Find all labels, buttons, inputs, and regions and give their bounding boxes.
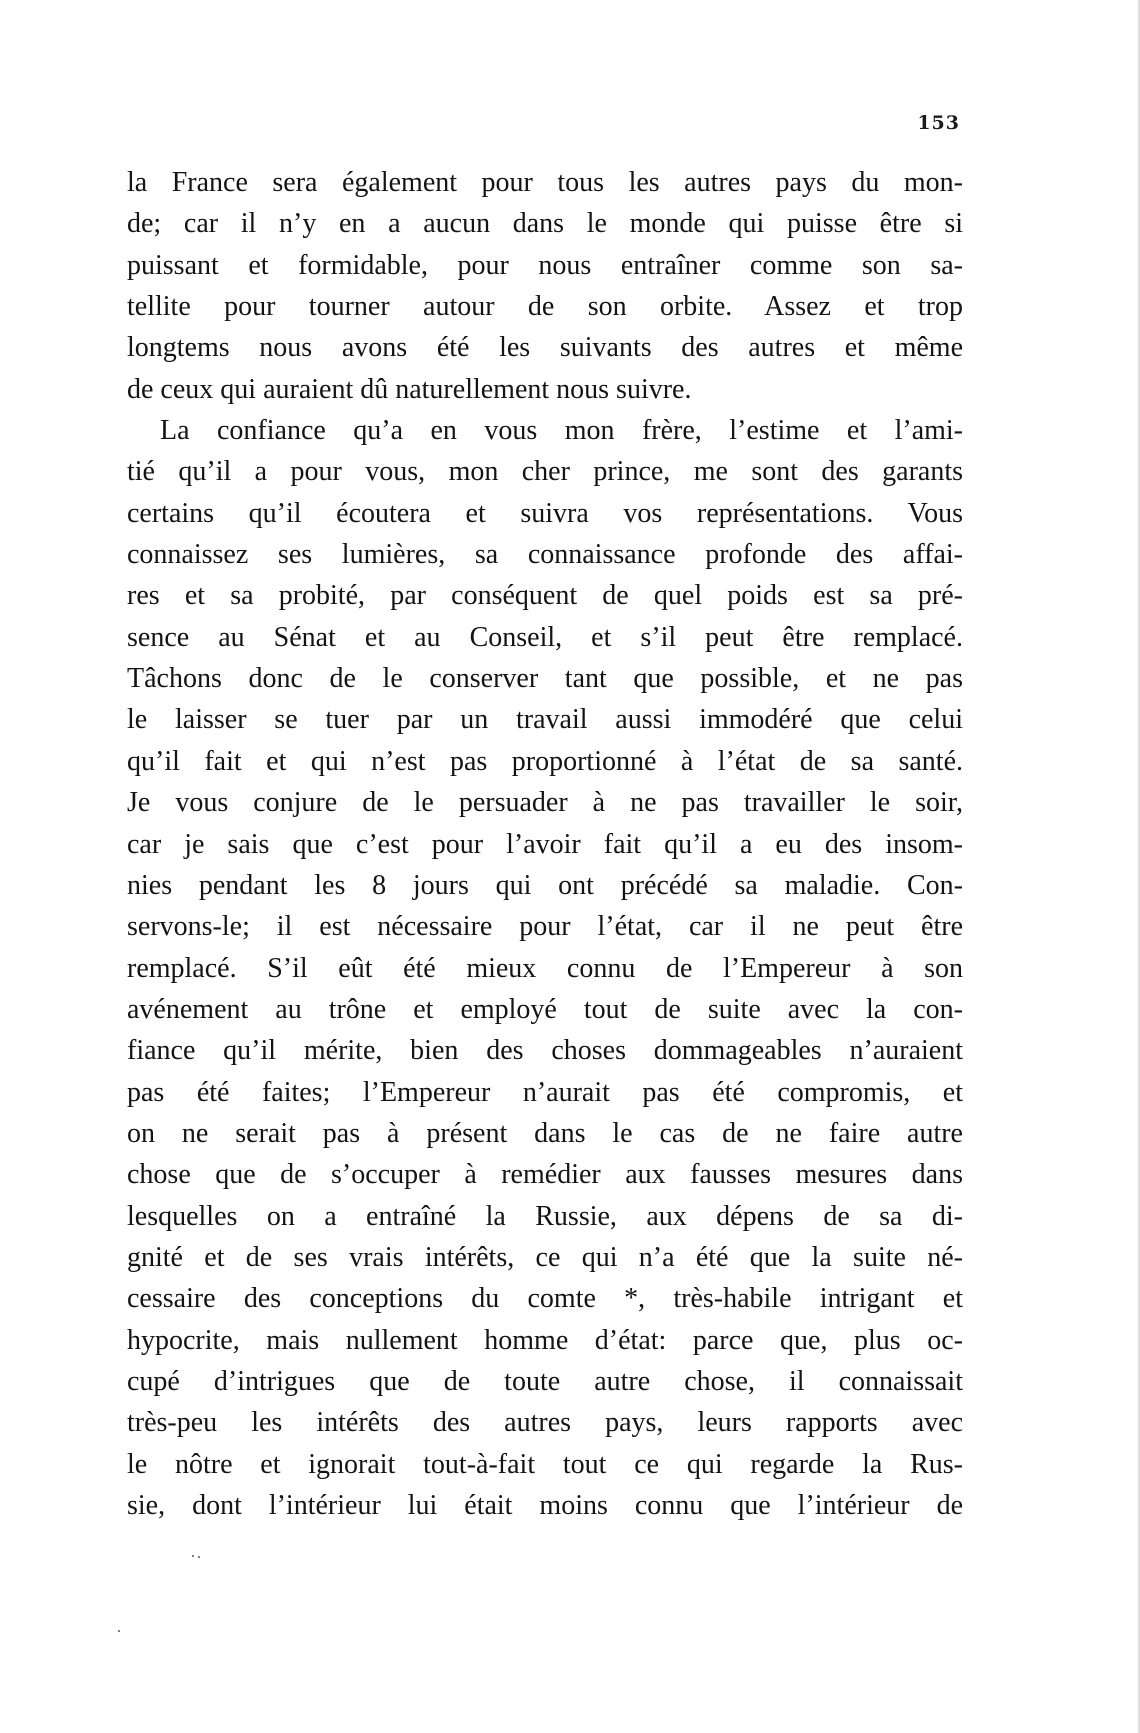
text-line: res et sa probité, par conséquent de quel poids est sa pré- [127,580,963,612]
text-line: remplacé. S’il eût été mieux connu de l’Empereur à son [127,952,963,984]
text-line: chose que de s’occuper à remédier aux fausses mesures dans [127,1159,963,1191]
text-line: cessaire des conceptions du comte *, très-habile intrigant et [127,1283,963,1315]
text-line: cupé d’intrigues que de toute autre chose, il connaissait [127,1365,963,1397]
scan-speck [198,1556,200,1558]
text-line: fiance qu’il mérite, bien des choses dommageables n’auraient [127,1035,963,1067]
text-line: certains qu’il écoutera et suivra vos représentations. Vous [127,497,963,529]
body-text [127,162,963,1526]
text-line: tié qu’il a pour vous, mon cher prince, me sont des garants [127,456,963,488]
text-line: qu’il fait et qui n’est pas proportionné à l’état de sa santé. [127,745,963,777]
text-line: avénement au trône et employé tout de suite avec la con- [127,993,963,1025]
text-line: sence au Sénat et au Conseil, et s’il peut être remplacé. [127,621,963,653]
text-line: de ceux qui auraient dû naturellement nous suivre. [127,373,692,405]
text-line: servons-le; il est nécessaire pour l’état, car il ne peut être [127,911,963,943]
text-line: puissant et formidable, pour nous entraîner comme son sa- [127,249,963,281]
text-line: le nôtre et ignorait tout-à-fait tout ce qui regarde la Rus- [127,1448,963,1480]
scan-speck [118,1630,120,1632]
text-line: tellite pour tourner autour de son orbite. Assez et trop [127,291,963,323]
text-line: très-peu les intérêts des autres pays, leurs rapports avec [127,1407,963,1439]
text-line: sie, dont l’intérieur lui était moins connu que l’intérieur de [127,1490,963,1521]
scan-speck [192,1555,194,1557]
text-line: la France sera également pour tous les autres pays du mon- [127,167,963,198]
text-line: Tâchons donc de le conserver tant que possible, et ne pas [127,663,963,695]
page-number: 153 [917,112,960,134]
text-line: Je vous conjure de le persuader à ne pas travailler le soir, [127,787,963,819]
text-line: de; car il n’y en a aucun dans le monde qui puisse être si [127,208,963,240]
text-line: lesquelles on a entraîné la Russie, aux dépens de sa di- [127,1200,963,1232]
text-line: le laisser se tuer par un travail aussi immodéré que celui [127,704,963,736]
text-line: gnité et de ses vrais intérêts, ce qui n’a été que la suite né- [127,1241,963,1273]
text-line: on ne serait pas à présent dans le cas de ne faire autre [127,1117,963,1149]
text-line: nies pendant les 8 jours qui ont précédé sa maladie. Con- [127,869,963,901]
text-line: pas été faites; l’Empereur n’aurait pas été compromis, et [127,1076,963,1108]
text-line: car je sais que c’est pour l’avoir fait qu’il a eu des insom- [127,828,963,860]
text-line: La confiance qu’a en vous mon frère, l’estime et l’ami- [160,415,963,447]
text-line: connaissez ses lumières, sa connaissance profonde des affai- [127,539,963,571]
text-line: hypocrite, mais nullement homme d’état: parce que, plus oc- [127,1324,963,1356]
text-line: longtems nous avons été les suivants des autres et même [127,332,963,364]
